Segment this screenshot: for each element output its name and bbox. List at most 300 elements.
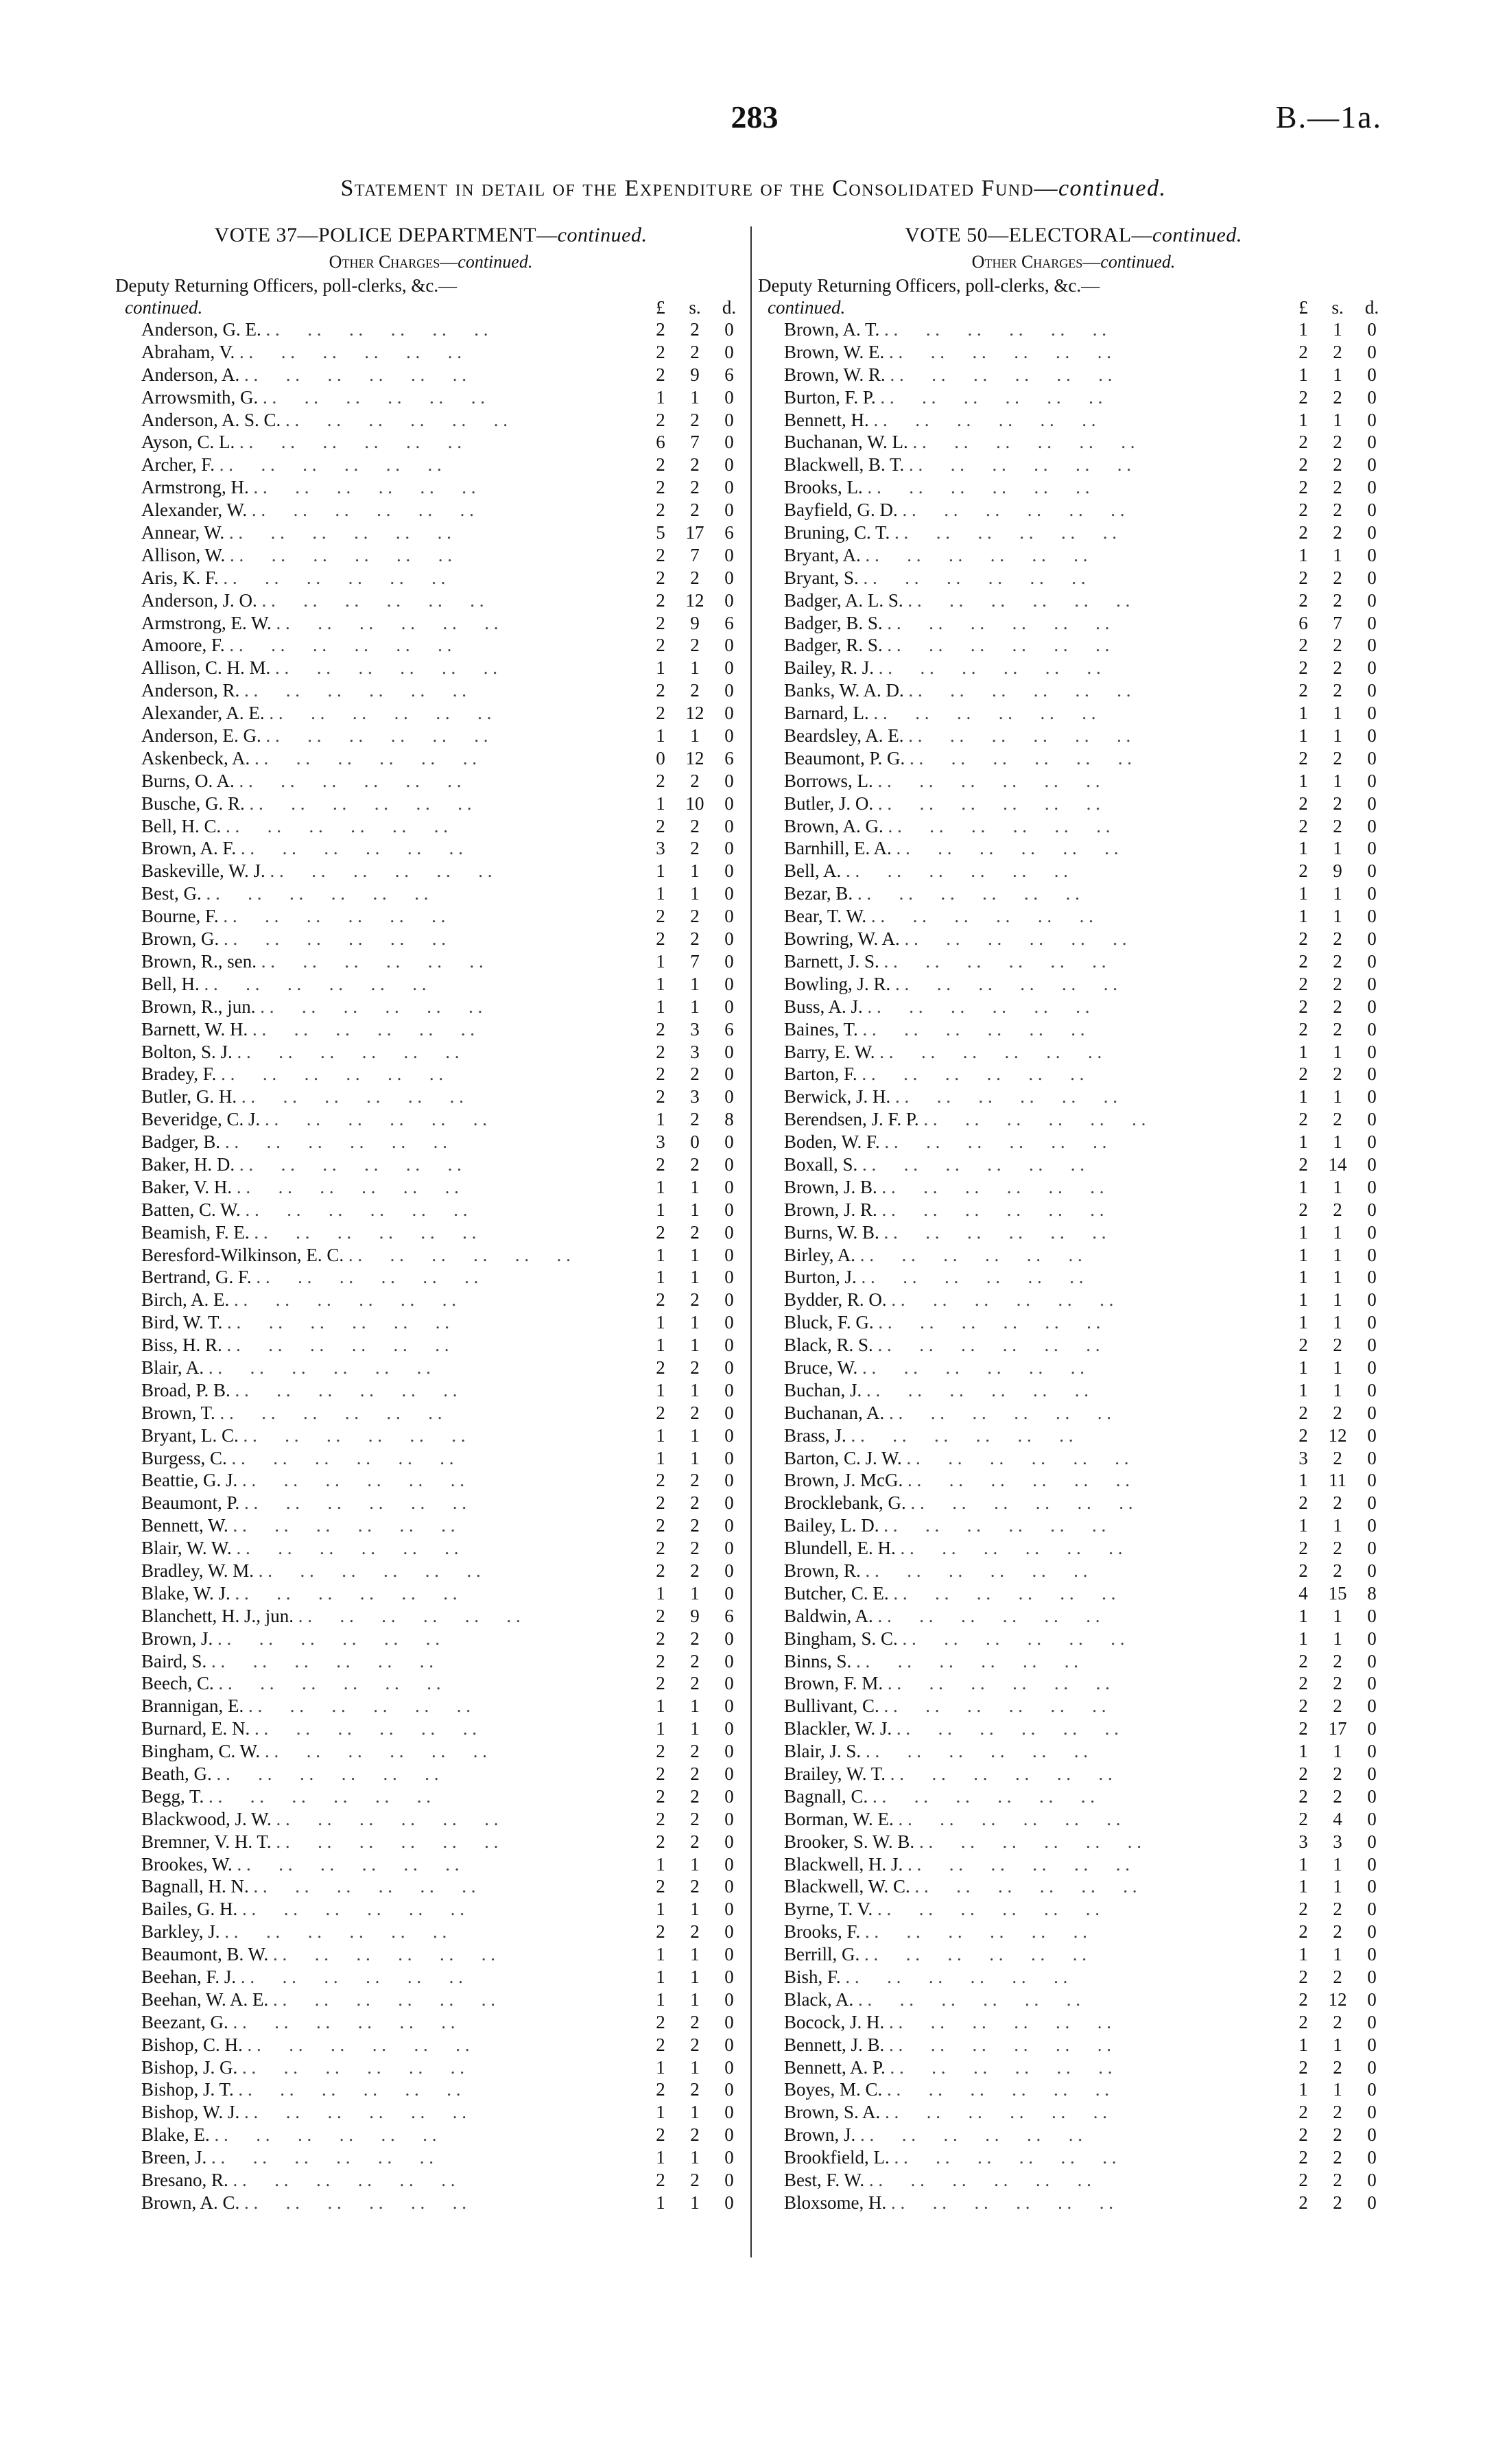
amount [1286,860,1389,882]
pounds-cell: 2 [656,1673,665,1694]
pence-cell: 6 [724,364,734,385]
payee-name: Brown, R., sen. . . [115,950,643,973]
pence-cell: 0 [1367,1899,1377,1920]
amount [643,2169,746,2192]
table-row [115,1875,746,1898]
amount [643,2146,746,2169]
shillings-cell: 1 [690,2192,700,2213]
payee-name: Boyes, M. C. . . [758,2078,1286,2101]
pence-cell: 0 [1367,657,1377,679]
shillings-cell: 12 [685,747,704,768]
amount [643,1402,746,1424]
amount [643,1221,746,1244]
pounds-cell: 2 [656,906,665,927]
payee-name: Bear, T. W. . . [758,905,1286,928]
section-cont [758,296,1389,318]
payee-name: Brown, J. . . [115,1628,643,1650]
pence-cell: 0 [724,2102,734,2123]
pence-cell: 8 [1367,1582,1377,1604]
pounds-cell: 1 [656,1944,665,1965]
amount [643,2101,746,2124]
table-row [758,1943,1389,1966]
table-row [758,860,1389,882]
table-row [115,1176,746,1199]
table-row [758,2101,1389,2124]
payee-name: Brocklebank, G. . . [758,1492,1286,1514]
shillings-cell: 7 [1333,612,1342,633]
shillings-cell: 2 [690,1741,700,1762]
shillings-cell: 2 [1333,680,1342,701]
pence-cell: 0 [724,838,734,859]
payee-name: Blackwell, B. T. . . [758,454,1286,476]
pounds-cell: 2 [1298,1808,1308,1829]
table-row [115,431,746,454]
amount [1286,2078,1389,2101]
pounds-cell: 2 [656,1538,665,1559]
pence-cell: 0 [724,1560,734,1581]
pounds-cell: 2 [1298,1899,1308,1920]
table-row [758,1537,1389,1560]
shillings-cell: 1 [1333,1853,1342,1875]
payee-name: Brooks, F. . . [758,1921,1286,1943]
amount [643,2124,746,2146]
pence-cell: 0 [1367,1018,1377,1040]
payee-name: Brailey, W. T. . . [758,1763,1286,1785]
table-row [115,1086,746,1108]
shillings-cell: 2 [1333,1785,1342,1807]
payee-name: Batten, C. W. . . [115,1199,643,1221]
shillings-cell: 1 [690,1899,700,1920]
pence-cell: 0 [1367,1041,1377,1062]
shillings-cell: 1 [690,1853,700,1875]
pence-cell: 0 [724,1041,734,1062]
pence-cell: 0 [1367,725,1377,747]
pence-cell: 0 [1367,2192,1377,2213]
payee-name: Banks, W. A. D. . . [758,679,1286,702]
shillings-cell: 2 [1333,500,1342,521]
table-row [758,2034,1389,2056]
table-row [115,521,746,544]
shillings-cell: 2 [690,319,700,340]
pence-cell: 0 [1367,1650,1377,1671]
amount [1286,318,1389,341]
pounds-cell: 6 [656,432,665,453]
shillings-cell: 2 [1333,1018,1342,1040]
amount [1286,1244,1389,1267]
payee-name: Bennett, H. . . [758,409,1286,432]
table-row [115,1492,746,1514]
pence-cell: 0 [724,860,734,882]
payee-name: Brown, A. F. . . [115,837,643,860]
amount [1286,1131,1389,1153]
amount [643,996,746,1018]
shillings-cell: 2 [690,1831,700,1852]
shillings-cell: 1 [1333,364,1342,385]
pounds-cell: 2 [1298,1763,1308,1784]
payee-name: Armstrong, H. . . [115,476,643,499]
pounds-cell: 1 [1298,703,1308,724]
page-title-main: Statement in detail of the Expenditure of the Consolidated Fund— [340,176,1058,201]
amount [1286,1560,1389,1582]
pounds-cell: 1 [656,973,665,994]
pence-cell: 0 [1367,589,1377,611]
table-row [115,1199,746,1221]
payee-name: Baird, S. . . [115,1650,643,1673]
shillings-cell: 1 [1333,1221,1342,1243]
pence-cell: 0 [724,928,734,950]
pounds-cell: 2 [656,1785,665,1807]
shillings-cell: 2 [1333,1650,1342,1671]
table-row [115,544,746,567]
payee-name: Bennett, A. P. . . [758,2056,1286,2079]
pence-cell: 0 [1367,2124,1377,2146]
table-row [758,973,1389,996]
payee-name: Archer, F. . . [115,454,643,476]
table-row [115,1650,746,1673]
payee-name: Brannigan, E. . . [115,1695,643,1717]
table-row [758,1153,1389,1176]
amount [1286,476,1389,499]
payee-name: Beehan, W. A. E. . . [115,1988,643,2011]
payee-name: Beattie, G. J. . . [115,1469,643,1492]
pence-cell: 0 [1367,1921,1377,1943]
payee-name: Badger, A. L. S. . . [758,589,1286,612]
amount [1286,1379,1389,1402]
payee-name: Beath, G. . . [115,1763,643,1785]
amount [1286,837,1389,860]
table-row [115,1311,746,1334]
table-row [758,1402,1389,1424]
pounds-cell: 1 [1298,1741,1308,1762]
page-number: 283 [731,99,779,134]
pounds-cell: 2 [1298,928,1308,950]
amount [643,1199,746,1221]
shillings-cell: 2 [1333,1199,1342,1220]
pounds-cell: 2 [656,635,665,656]
amount [1286,1424,1389,1447]
pence-cell: 0 [1367,950,1377,972]
payee-name: Brookes, W. . . [115,1853,643,1876]
pounds-cell: 1 [1298,1312,1308,1333]
amount [1286,770,1389,793]
table-row [115,1018,746,1041]
pence-cell: 0 [724,432,734,453]
pence-cell: 0 [1367,1853,1377,1875]
payee-name: Bryant, A. . . [758,544,1286,567]
shillings-cell: 1 [690,2147,700,2168]
table-row [758,1560,1389,1582]
pence-cell: 0 [1367,1605,1377,1626]
table-row [758,1266,1389,1289]
amount [643,634,746,657]
payee-name: Bagnall, H. N. . . [115,1875,643,1898]
table-row [758,657,1389,679]
payee-name: Bezar, B. . . [758,882,1286,905]
payee-name: Barnard, L. . . [758,702,1286,725]
payee-name: Birley, A. . . [758,1244,1286,1267]
table-row [758,1763,1389,1785]
pounds-cell: 2 [1298,567,1308,588]
payee-name: Baker, H. D. . . [115,1153,643,1176]
pounds-cell: 2 [1298,1335,1308,1356]
document-reference: B.—1a. [1275,99,1382,134]
table-row [758,996,1389,1018]
amount [643,1853,746,1876]
pence-cell: 0 [724,500,734,521]
pence-cell: 0 [724,544,734,565]
pounds-cell: 2 [656,2079,665,2100]
amount [643,409,746,432]
pounds-cell: 2 [1298,1064,1308,1085]
pounds-cell: 1 [656,1899,665,1920]
table-row [115,589,746,612]
pounds-cell: 1 [1298,1470,1308,1491]
pounds-cell: 1 [656,1967,665,1988]
amount [1286,1672,1389,1695]
amount [1286,702,1389,725]
payee-name: Bishop, J. G. . . [115,2056,643,2079]
amount [1286,1537,1389,1560]
pounds-cell: 2 [656,2170,665,2191]
pence-cell: 6 [724,1018,734,1040]
vote-cont: continued. [1152,224,1242,246]
pence-cell: 0 [1367,522,1377,543]
amount [643,747,746,770]
pence-cell: 0 [1367,1176,1377,1197]
pence-cell: 0 [724,1086,734,1107]
table-row [115,1289,746,1311]
shillings-cell: 1 [1333,703,1342,724]
shillings-cell: 2 [1333,477,1342,498]
table-row [115,2011,746,2034]
pence-cell: 0 [1367,1763,1377,1784]
table-row [758,1492,1389,1514]
pounds-cell: 2 [1298,1199,1308,1220]
pounds-cell: 2 [1298,950,1308,972]
pence-cell: 0 [724,1153,734,1175]
payee-name: Blake, E. . . [115,2124,643,2146]
amount [643,386,746,409]
shillings-cell: 2 [690,567,700,588]
pounds-cell: 2 [656,454,665,476]
shillings-cell: 2 [1333,635,1342,656]
amount [1286,521,1389,544]
pounds-cell: 2 [1298,1718,1308,1739]
shillings-cell: 2 [690,1221,700,1243]
pounds-cell: 1 [656,725,665,747]
table-row [115,657,746,679]
amount [643,1018,746,1041]
payee-name: Bolton, S. J. . . [115,1041,643,1064]
shillings-cell: 2 [1333,2170,1342,2191]
pounds-cell: 1 [656,1335,665,1356]
shillings-cell: 1 [1333,1357,1342,1378]
table-row [115,2192,746,2214]
shillings-cell: 2 [1333,2102,1342,2123]
pence-cell: 0 [724,1221,734,1243]
shillings-cell: 1 [1333,1628,1342,1649]
payee-name: Bryant, L. C. . . [115,1424,643,1447]
amount [1286,1582,1389,1605]
shillings-cell: 2 [1333,815,1342,836]
amount [1286,1199,1389,1221]
amount [1286,1176,1389,1199]
amount [1286,1289,1389,1311]
shillings-cell: 9 [690,612,700,633]
payee-name: Best, G. . . [115,882,643,905]
payee-name: Brown, G. . . [115,928,643,950]
pounds-cell: 1 [1298,1357,1308,1378]
payee-name: Beresford-Wilkinson, E. C. . . [115,1244,643,1267]
pounds-cell: 2 [1298,2124,1308,2146]
pence-cell: 0 [1367,1153,1377,1175]
table-row [115,1808,746,1831]
pounds-cell: 2 [656,1470,665,1491]
table-row [758,1063,1389,1086]
payee-name: Burnard, E. N. . . [115,1717,643,1740]
pounds-cell: 1 [656,1447,665,1468]
pence-cell: 0 [724,1470,734,1491]
pence-cell: 0 [724,1763,734,1784]
amount [643,1311,746,1334]
payee-name: Bertrand, G. F. . . [115,1266,643,1289]
amount [643,1379,746,1402]
column-divider [750,226,752,2257]
payee-name: Bocock, J. H. . . [758,2011,1286,2034]
table-row [115,905,746,928]
shillings-cell: 1 [690,1267,700,1288]
payee-name: Birch, A. E. . . [115,1289,643,1311]
amount [643,815,746,838]
amount [643,1785,746,1808]
shillings-cell: 3 [1333,1831,1342,1852]
shillings-cell: 2 [1333,1763,1342,1784]
payee-name: Badger, R. S. . . [758,634,1286,657]
payee-name: Alexander, W. . . [115,499,643,521]
pence-cell: 0 [724,386,734,408]
payee-name: Bishop, J. T. . . [115,2078,643,2101]
pence-cell: 0 [1367,1379,1377,1400]
pounds-cell: 1 [1298,1176,1308,1197]
shillings-cell: 2 [1333,1673,1342,1694]
table-row [115,1672,746,1695]
pence-cell: 0 [1367,500,1377,521]
pence-cell: 0 [1367,1447,1377,1468]
pence-cell: 0 [724,725,734,747]
pounds-header: £ [1298,297,1308,318]
amount [1286,341,1389,364]
pounds-cell: 1 [656,1176,665,1197]
pounds-header: £ [656,297,665,318]
shillings-cell: 2 [690,2124,700,2146]
pence-cell: 0 [724,2011,734,2032]
shillings-cell: 2 [1333,2056,1342,2078]
pence-cell: 0 [1367,1086,1377,1107]
pence-cell: 8 [724,1109,734,1130]
pence-cell: 0 [724,1944,734,1965]
table-row [115,1063,746,1086]
pence-cell: 0 [1367,928,1377,950]
shillings-cell: 1 [690,386,700,408]
payee-name: Anderson, G. E. . . [115,318,643,341]
payee-name: Bydder, R. O. . . [758,1289,1286,1311]
pounds-cell: 2 [1298,1402,1308,1423]
pounds-cell: 3 [1298,1447,1308,1468]
payee-name: Badger, B. S. . . [758,612,1286,635]
pounds-cell: 1 [1298,319,1308,340]
pounds-cell: 2 [656,1041,665,1062]
pence-cell: 0 [724,1988,734,2010]
pounds-cell: 2 [656,770,665,791]
shillings-cell: 12 [685,703,704,724]
shillings-cell: 2 [1333,1967,1342,1988]
shillings-cell: 1 [1333,2079,1342,2100]
pounds-cell: 2 [656,1064,665,1085]
pounds-cell: 2 [1298,2011,1308,2032]
amount [643,1672,746,1695]
pounds-cell: 3 [1298,1831,1308,1852]
shillings-cell: 2 [1333,928,1342,950]
pence-cell: 0 [1367,793,1377,814]
shillings-cell: 17 [1328,1718,1347,1739]
payee-name: Best, F. W. . . [758,2169,1286,2192]
pence-cell: 6 [724,612,734,633]
shillings-cell: 1 [1333,725,1342,747]
amount [643,521,746,544]
pence-cell: 0 [724,567,734,588]
shillings-cell: 2 [690,1560,700,1581]
payee-name: Brown, F. M. . . [758,1672,1286,1695]
payee-name: Bradey, F. . . [115,1063,643,1086]
shillings-cell: 1 [1333,319,1342,340]
amount [643,973,746,996]
shillings-cell: 2 [1333,1696,1342,1717]
pounds-cell: 2 [1298,1560,1308,1581]
pence-cell: 0 [724,973,734,994]
table-row [758,1334,1389,1357]
payee-name: Borrows, L. . . [758,770,1286,793]
pence-cell: 0 [724,341,734,362]
shillings-cell: 3 [690,1018,700,1040]
pounds-cell: 1 [656,1379,665,1400]
table-row [115,815,746,838]
payee-name: Beamish, F. E. . . [115,1221,643,1244]
payee-name: Badger, B. . . [115,1131,643,1153]
pounds-cell: 2 [656,1808,665,1829]
amount [643,589,746,612]
shillings-cell: 2 [690,680,700,701]
shillings-cell: 2 [690,500,700,521]
table-row [115,725,746,747]
payee-name: Aris, K. F. . . [115,567,643,589]
amount [643,1717,746,1740]
pounds-cell: 2 [1298,1018,1308,1040]
pence-cell: 0 [724,2147,734,2168]
pounds-cell: 1 [656,1853,665,1875]
payee-name: Brass, J. . . [758,1424,1286,1447]
shillings-cell: 2 [1333,1402,1342,1423]
payee-name: Blackwell, H. J. . . [758,1853,1286,1876]
table-row [758,1966,1389,1988]
payee-name: Bailey, L. D. . . [758,1514,1286,1537]
table-row [115,860,746,882]
shillings-cell: 2 [1333,996,1342,1017]
payee-name: Bell, H. . . [115,973,643,996]
amount [1286,973,1389,996]
shillings-cell: 2 [690,928,700,950]
amount [1286,950,1389,973]
payee-name: Askenbeck, A. . . [115,747,643,770]
